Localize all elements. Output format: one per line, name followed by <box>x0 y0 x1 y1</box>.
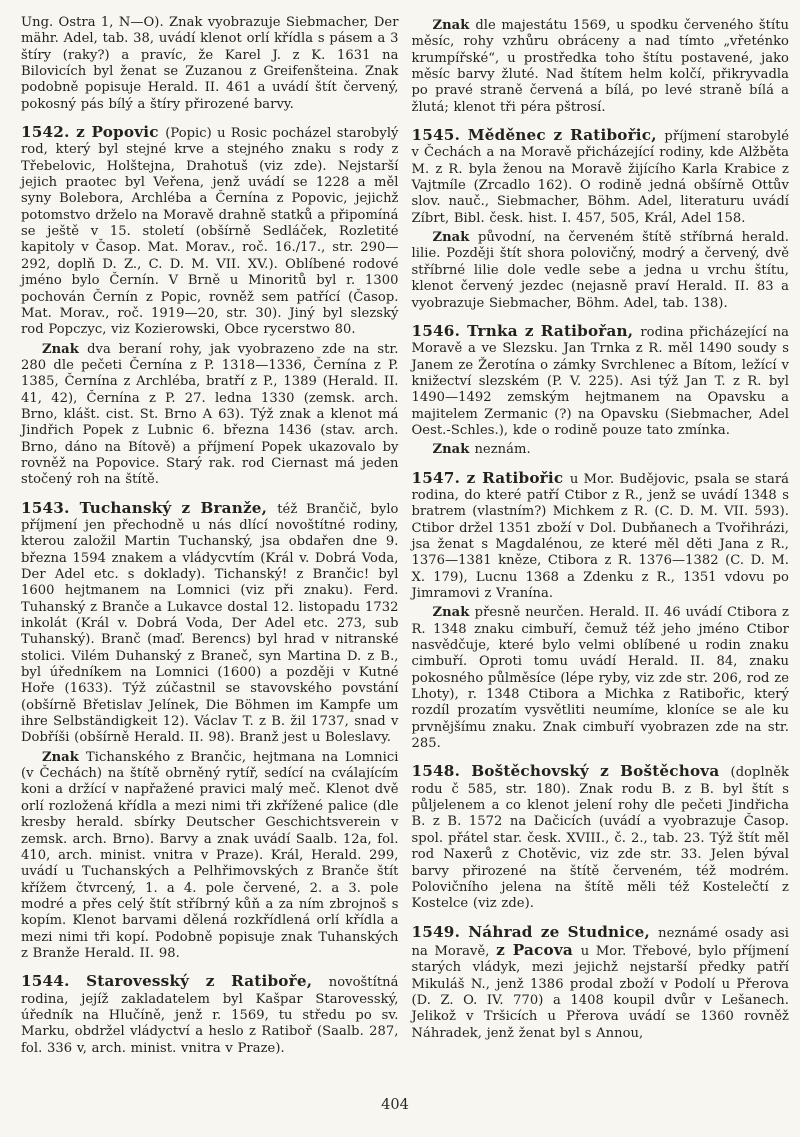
entry-heading: 1545. <box>411 126 468 145</box>
bold-lead: Znak <box>42 341 88 357</box>
entry-heading: 1544. <box>21 972 87 991</box>
body-text: Tichanského z Brančic, hejtmana na Lomnici (v Čechách) na štítě obrněný rytíř, sedící na cválajícím koni a držící v napřažené pravici malý meč. Klenot dvě orlí rozložená křídla a mezi nimi tři zkřížené palice (dle kresby herald. sbírky Deutscher Geschichtsverein v zemsk. arch. Brno). Barvy a znak uvádí Saalb. 12a, fol. 410, arch. minist. vnitra v Praze). Král, Herald. 299, uvádí u Tuchanských a Pelhřimovských z Branče štít křížem čtvrcený, 1. a 4. pole červené, 2. a 3. pole modré a přes celý štít stříbrný kůň a za ním zbrojnoš s kopím. Klenot barvami dělená rozkřídlená orlí křídla a mezi nimi tři kopí. Podobně popisuje znak Tuhanských z Branže Herald. II. 98. <box>21 749 399 961</box>
entry-1542-z-popovic <box>21 124 399 338</box>
entry-1543-tuchansky-z-branze <box>21 500 399 747</box>
body-text: Ung. Ostra 1, N—O). Znak vyobrazuje Siebmacher, Der mähr. Adel, tab. 38, uvádí klenot orlí křídla s pásem a 3 štíry (raky?) a pravíc, že Karel J. z K. 1631 na Bilovicích byl ženat se Zuzanou z Greifenšteina. Znak podobně popisuje Herald. II. 461 a uvádí štít červený, pokosný pás bílý a štíry přirozené barvy. <box>21 15 399 112</box>
body-text: u Mor. Třebové, bylo příjmení starých vládyk, mezi jejichž nejstarší předky patří Mikuláš N., jenž 1386 prodal zboží v Podolí u Přerova (D. Z. O. IV. 770) a 1408 koupil dvůr v Lešanech. Jelikož v Tršicích u Přerova uvádí se 1360 rovněž Náhradek, jenž ženat byl s Annou, <box>411 943 789 1041</box>
znak-paragraph-1544 <box>412 18 790 116</box>
entry-1548-bostechovsky-z-bostechova <box>412 763 790 912</box>
body-text: též Brančič, bylo příjmení jen přechodně u nás dlící novoštítné rodiny, kterou založil Martin Tuchanský, jsa obdařen dne 9. března 1594 znakem a vládycvtím (Král v. Dobrá Voda, Der Adel etc. s doklady). Tichanský! z Brančic! byl 1600 hejtmanem na Lomnici (viz při znaku). Ferd. Tuhanský z Branče a Lukavce dostal 12. listopadu 1732 inkolát (Král v. Dobrá Voda, Der Adel etc. 273, sub Tuhanský). Branč (maď. Berencs) byl hrad v nitranské stolici. Vilém Duhanský z Braneč, syn Martina D. z B., byl úředníkem na Lomnici (1600) a později v Kutné Hoře (1633). Týž zúčastnil se stavovského povstání (obšírně Břetislav Jelínek, Die Böhmen im Kampfe um ihre Selbständigkeit 12). Václav T. z B. žil 1737, snad v Dobříši (obšírně Herald. II. 98). Branž jest u Boleslavy. <box>21 501 399 746</box>
left-column <box>21 15 399 1057</box>
body-text: přesně neurčen. Herald. II. 46 uvádí Ctibora z R. 1348 znaku cimbuří, čemuž též jeho jméno Ctibor nasvědčuje, které bylo velmi oblíbené u rodin znaku cimbuří. Oproti tomu uvádí Herald. II. 84, znaku pokosného půlměsíce (lépe ryby, viz zde str. 206, rod ze Lhoty), r. 1348 Ctibora a Michka z Ratibořic, který rozdíl prozatím vysvětliti neumíme, kloníce se ale ku prvnějšímu znaku. Znak cimbuří vyobrazen zde na str. 285. <box>411 605 790 752</box>
page-number: 404 <box>381 1097 409 1113</box>
entry-1544-starovessky-z-ratibore <box>21 973 399 1057</box>
body-text: rodina přicházející na Moravě a ve Slezsku. Jan Trnka z R. měl 1490 soudy s Janem ze Žerotína o zámky Svrchlenec a Bítom, ležící v knižectví slezském (P. V. 225). Asi týž Jan T. z R. byl 1490—1492 zemským hejtmanem na Opavsku a majitelem Zermanic (?) na Opavsku (Siebmacher, Adel Oest.-Schles.), kde o rodině pouze tato zmínka. <box>411 324 790 438</box>
entry-heading: Tuchanský z Branže, <box>79 498 278 517</box>
entry-heading: Starovesský z Ratiboře, <box>86 972 329 991</box>
entry-heading: z Ratibořic <box>466 468 570 487</box>
body-text: původní, na červeném štítě stříbrná herald. lilie. Později štít shora polovičný, modrý a červený, dvě stříbrné lilie dole vedle sebe a jedna u vrchu štítu, klenot červený jezdec (nejasně praví Herald. II. 83 a vyobrazuje Siebmacher, Böhm. Adel, tab. 138). <box>411 230 789 311</box>
two-column-text-area <box>21 15 789 1057</box>
bold-lead: Znak <box>432 230 478 246</box>
entry-1549-nahrad-ze-studnice <box>412 924 790 1042</box>
paragraph-continuation-top-left <box>21 15 399 113</box>
body-text: neznám. <box>474 442 531 458</box>
znak-paragraph-1543 <box>21 750 399 962</box>
body-text: novoštítná rodina, jejíž zakladatelem byl Kašpar Starovesský, úředník na Hlučíně, jenž r. 1569, tu středu po sv. Marku, obdržel vládyctví a heslo z Ratiboř (Saalb. 287, fol. 336 v, arch. minist. vnitra v Praze). <box>21 975 399 1056</box>
bold-lead: Znak <box>432 605 475 621</box>
znak-paragraph-1547 <box>412 605 790 752</box>
right-column <box>412 15 790 1057</box>
entry-heading: 1549. <box>411 922 469 941</box>
entry-heading: 1543. <box>21 498 80 517</box>
bold-lead: Znak <box>42 749 86 765</box>
entry-heading: 1547. <box>411 468 467 487</box>
body-text: (doplněk rodu č 585, str. 180). Znak rodu B. z B. byl štít s půljelenem a co klenot jelení rohy dle pečeti Jindřicha B. z B. 1572 na Dačicích (uvádí a vyobrazuje Časop. spol. přátel star. česk. XVIII., č. 2., tab. 23. Týž štít měl rod Naxerů z Chotěvic, viz zde str. 33. Jelen býval barvy přirozené na štítě červeném, též modrém. Polovičního jelena na štítě měli též Kostelečtí z Kostelce (viz zde). <box>411 765 789 912</box>
bold-lead: Znak <box>432 442 475 458</box>
entry-heading: z Popovic <box>76 123 166 142</box>
body-text: (Popic) u Rosic pocházel starobylý rod, který byl stejné krve a stejného znaku s rody z Třebelovic, Holštejna, Drahotuš (viz zde). Nejstarší jejich praotec byl Veřena, jenž uvádí se 1228 a měl syny Bolebora, Archléba a Černína z Popovic, jejichž potomstvo drželo na Moravě drahně statků a připomíná se ještě v 15. století (obšírně Sedláček, Rozletité kapitoly v Časop. Mat. Morav., roč. 16./17., str. 290—292, doplň D. Z., C. D. M. VII. XV.). Oblíbené rodové jméno bylo Černín. V Brně u Minoritů byl r. 1300 pochován Černín z Popic, rovněž sem patřící (Časop. Mat. Morav., roč. 1919—20, str. 30). Jiný byl slezský rod Popczyc, viz Kozierowski, Obce rycerstwo 80. <box>21 126 399 338</box>
body-text: dva beraní rohy, jak vyobrazeno zde na str. 280 dle pečeti Černína z P. 1318—1336, Černína z P. 1385, Černína z Archléba, bratří z P., 1389 (Herald. II. 41, 42), Černína z P. 27. ledna 1330 (zemsk. arch. Brno, klášt. cist. St. Brno A 63). Týž znak a klenot má Jindřich Popek z Lubnic 6. března 1436 (stav. arch. Brno, dáno na Bítově) a příjmení Popek ukazovalo by rovněž na Popovice. Starý rak. rod Ciernast má jeden stočený roh na štítě. <box>21 341 399 488</box>
znak-paragraph-1542 <box>21 342 399 489</box>
body-text: u Mor. Budějovic, psala se stará rodina, do které patří Ctibor z R., jenž se uvádí 1348 s bratrem (vlastním?) Michkem z R. (C. D. M. VII. 593). Ctibor držel 1351 zboží v Dol. Dubňanech a Tvořihrázi, jsa ženat s Magdalénou, ze které měl děti Jana z R., 1376—1381 kněze, Ctibora z R. 1376—1382 (C. D. M. X. 179), Lucnu 1368 a Zdenku z R., 1351 vdovu po Jimramovi z Vranína. <box>411 471 789 601</box>
entry-heading: 1542. <box>21 123 77 142</box>
znak-paragraph-1546 <box>412 442 790 458</box>
entry-heading: 1548. <box>411 762 472 781</box>
znak-paragraph-1545 <box>412 230 790 312</box>
entry-1546-trnka-z-ratiboran <box>412 323 790 439</box>
entry-heading: z Pacova <box>496 940 581 959</box>
entry-1545-medenec-z-ratiboric <box>412 127 790 227</box>
body-text: dle majestátu 1569, u spodku červeného štítu měsíc, rohy vzhůru obráceny a nad tímto „vřeténko krumpířské“, u prostředka toho štítu postavené, jako měsíc barvy žluté. Nad štítem helm kolčí, přikryvadla po pravé straně červená a bílá, po levé straně bílá a žlutá; klenot tři péra pštrosí. <box>411 18 789 115</box>
entry-heading: Boštěchovský z Boštěchova <box>471 762 731 781</box>
entry-1547-z-ratiboric <box>412 470 790 603</box>
entry-heading: Trnka z Ratibořan, <box>467 321 641 340</box>
bold-lead: Znak <box>432 18 476 33</box>
body-text: příjmení starobylé v Čechách a na Moravě přicházející rodiny, kde Alžběta M. z R. byla ženou na Moravě žijícího Karla Krabice z Vajtmíle (Zrcadlo 162). O rodině jedná obšírně Ottův slov. nauč., Siebmacher, Böhm. Adel, literaturu uvádí Zíbrt, Bibl. česk. hist. I. 457, 505, Král, Adel 158. <box>411 129 789 226</box>
entry-heading: 1546. <box>411 321 468 340</box>
body-text: neznámé osady asi na Moravě, <box>411 925 790 959</box>
entry-heading: Měděnec z Ratibořic, <box>467 126 665 145</box>
entry-heading: Náhrad ze Studnice, <box>468 922 659 941</box>
